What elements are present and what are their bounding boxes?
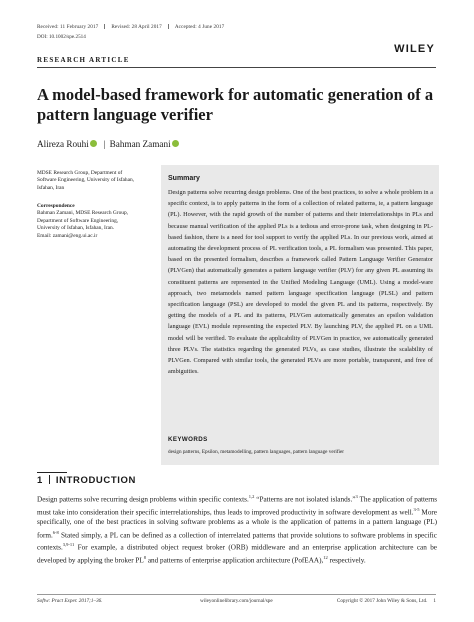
- citation[interactable]: 8: [143, 555, 147, 561]
- correspondence-line: Department of Software Engineering,: [37, 217, 119, 224]
- citation[interactable]: 12: [323, 555, 328, 561]
- article-dates: [37, 24, 230, 30]
- publisher-logo[interactable]: WILEY: [394, 43, 435, 55]
- section-title: INTRODUCTION: [55, 475, 136, 486]
- body-text: and patterns of enterprise application architecture (PofEAA),: [146, 556, 324, 565]
- body-text: Stated simply, a PL can be defined as a collection of interrelated patterns that provide solutions to software problems in specific contexts.: [37, 531, 437, 552]
- header-rule: [37, 67, 436, 68]
- section-heading: [37, 475, 136, 486]
- body-text: The application of patterns must take into consideration their specific interrelationships, thus leads to improved productivity in software development as well.: [37, 495, 437, 517]
- author-name[interactable]: Bahman Zamani: [109, 139, 171, 149]
- correspondence-heading: Correspondence: [37, 203, 75, 209]
- revised-date: Revised: 28 April 2017: [111, 24, 162, 30]
- correspondence-line: University of Isfahan, Isfahan, Iran.: [37, 225, 115, 232]
- section-label: RESEARCH ARTICLE: [37, 56, 130, 64]
- affiliation: [37, 170, 155, 192]
- correspondence: [37, 203, 155, 240]
- received-date: Received: 11 February 2017: [37, 24, 99, 30]
- orcid-icon[interactable]: [172, 140, 179, 147]
- date-divider: [168, 24, 169, 29]
- section-rule: [37, 472, 67, 473]
- accepted-date: Accepted: 4 June 2017: [174, 24, 225, 30]
- journal-citation: Softw: Pract Exper. 2017;1–36.: [37, 598, 103, 604]
- keywords-text: design patterns, Epsilon, metamodelling, pattern languages, pattern language verifier: [168, 449, 345, 455]
- body-text: More specifically, one of the best practices in solving software problems as a whole is the application of patterns in a pattern language (PL) form.: [37, 508, 437, 540]
- citation[interactable]: 3,9-11: [62, 542, 75, 548]
- body-text: “Patterns are not isolated islands.”: [254, 495, 356, 504]
- section-divider: [49, 475, 50, 484]
- summary-text: Design patterns solve recurring design problems. One of the best practices, to solve a whole problem in a specific context, is to apply patterns in the form of a collection of related patterns, ie, a pattern language (PL). However, with the rapid growth of the number of patterns and their interrelationships in PLs and because manual verification of the applied PLs is a tedious and error-prone task, when designing in PL-based fashion, there is a need for tool support to verify the applied PLs. In our previous work, aimed at automating the development process of PL verification tools, a PL formalism was presented. This paper, based on the presented formalism, describes a framework called Pattern Language Verifier Generator (PLVGen) that automatically generates a pattern language verifier (PLV) for any given PL assuming its constituent patterns are represented in the Unified Modeling Language (UML). Using a model-ware approach, two metamodels named pattern language specification language (PLSL) and pattern specification language (PSL) are developed to model the given PL and its patterns, respectively. By getting the models of a PL and its patterns, PLVGen automatically generates an epsilon validation language (EVL) module representing the expected PLV. By launching PLV, the applied PL on a UML model will be verified. To evaluate the applicability of PLVGen in practice, we automatically generated three PLVs. The statistics regarding the generated PLVs, as case studies, illustrate the scalability of PLVGen. Compared with similar tools, the generated PLVs are more portable, transparent, and free of ambiguities.: [168, 189, 433, 376]
- affiliation-line: Isfahan, Iran: [37, 184, 65, 191]
- summary-heading: Summary: [168, 175, 200, 182]
- citation[interactable]: 1,2: [248, 494, 255, 499]
- citation[interactable]: 6-8: [52, 529, 59, 535]
- orcid-icon[interactable]: [90, 140, 97, 147]
- citation[interactable]: 3: [355, 494, 358, 499]
- correspondence-email[interactable]: Email: zamani@eng.ui.ac.ir: [37, 232, 98, 239]
- copyright: Copyright © 2017 John Wiley & Sons, Ltd.: [336, 598, 428, 604]
- author-separator: |: [103, 139, 106, 149]
- correspondence-line: Bahman Zamani, MDSE Research Group,: [37, 210, 129, 217]
- footer-rule: [37, 594, 436, 595]
- citation[interactable]: 3-5: [413, 506, 420, 512]
- intro-paragraph: [37, 492, 437, 566]
- page-number: 1: [433, 598, 436, 604]
- article-title: A model-based framework for automatic generation of a pattern language verifier: [37, 85, 434, 124]
- body-text: For example, a distributed object request broker (ORB) middleware and an enterprise application architecture can be developed by applying the broker PL: [37, 543, 437, 565]
- body-text: Design patterns solve recurring design problems within specific contexts.: [37, 495, 249, 504]
- doi[interactable]: DOI: 10.1002/spe.2514: [37, 34, 86, 40]
- author-line: [37, 139, 182, 149]
- keywords-heading: KEYWORDS: [168, 436, 208, 443]
- affiliation-line: Software Engineering, University of Isfahan,: [37, 177, 135, 184]
- author-name[interactable]: Alireza Rouhi: [37, 139, 89, 149]
- section-number: 1: [37, 475, 43, 486]
- journal-url[interactable]: wileyonlinelibrary.com/journal/spe: [200, 598, 273, 604]
- body-text: respectively.: [327, 556, 366, 565]
- date-divider: [104, 24, 105, 29]
- footer-right: [337, 598, 436, 604]
- affiliation-line: MDSE Research Group, Department of: [37, 170, 123, 176]
